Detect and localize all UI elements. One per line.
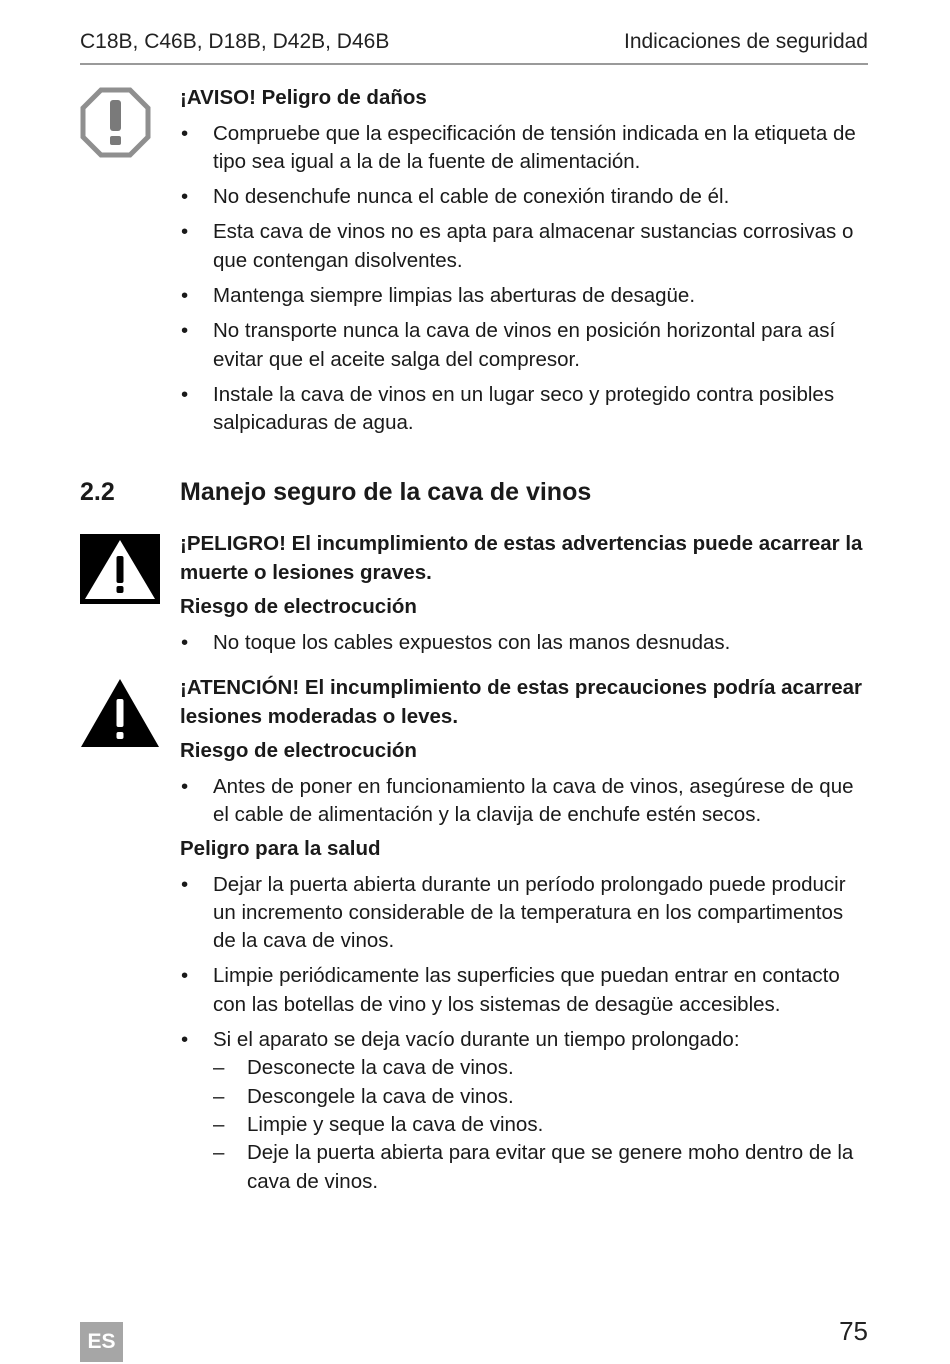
- list-item-text: Si el aparato se deja vacío durante un tiempo prolongado:: [213, 1028, 740, 1052]
- sub-list-item: – Desconecte la cava de vinos.: [213, 1054, 870, 1082]
- notice-list: [180, 120, 870, 438]
- caution-warning-icon: [80, 677, 160, 749]
- caution-electro-list: [180, 773, 870, 830]
- caution-health-subheading: Peligro para la salud: [180, 837, 381, 861]
- list-item: • Compruebe que la especificación de tensión indicada en la etiqueta de tipo sea igual a la de la fuente de alimentación.: [180, 120, 870, 177]
- sub-list: [213, 1054, 870, 1195]
- header-chapter: Indicaciones de seguridad: [623, 30, 868, 53]
- list-item: • No desenchufe nunca el cable de conexión tirando de él.: [180, 183, 870, 211]
- list-item: • No transporte nunca la cava de vinos en posición horizontal para así evitar que el aceite salga del compresor.: [180, 317, 870, 374]
- notice-block: [180, 84, 870, 437]
- list-item: • Limpie periódicamente las superficies que puedan entrar en contacto con las botellas de vino y los sistemas de desagüe accesibles.: [180, 962, 870, 1019]
- notice-title: ¡AVISO! Peligro de daños: [180, 86, 427, 109]
- list-item: • Mantenga siempre limpias las aberturas de desagüe.: [180, 282, 870, 310]
- list-item: • Antes de poner en funcionamiento la cava de vinos, asegúrese de que el cable de alimentación y la clavija de enchufe estén secos.: [180, 773, 870, 830]
- caution-title: ¡ATENCIÓN! El incumplimiento de estas precauciones podría acarrear lesiones moderadas o leves.: [180, 676, 863, 728]
- sub-list-item: – Descongele la cava de vinos.: [213, 1083, 870, 1111]
- danger-list: [180, 629, 870, 657]
- list-item: • Instale la cava de vinos en un lugar seco y protegido contra posibles salpicaduras de agua.: [180, 381, 870, 438]
- danger-warning-icon: [80, 534, 160, 604]
- list-item: • No toque los cables expuestos con las manos desnudas.: [180, 629, 870, 657]
- list-item: • Esta cava de vinos no es apta para almacenar sustancias corrosivas o que contengan disolventes.: [180, 218, 870, 275]
- section-title: Manejo seguro de la cava de vinos: [180, 478, 592, 506]
- notice-octagon-icon: [80, 87, 151, 158]
- caution-block: [180, 674, 870, 1196]
- page-header: [80, 30, 868, 65]
- language-badge: ES: [80, 1322, 123, 1362]
- caution-health-list: [180, 871, 870, 1196]
- list-item: • Dejar la puerta abierta durante un período prolongado puede producir un incremento considerable de la temperatura en los compartimentos de la cava de vinos.: [180, 871, 870, 956]
- sub-list-item: – Limpie y seque la cava de vinos.: [213, 1111, 870, 1139]
- section-number: 2.2: [80, 478, 115, 506]
- danger-block: [180, 530, 870, 657]
- danger-subheading: Riesgo de electrocución: [180, 595, 417, 618]
- sub-list-item: – Deje la puerta abierta para evitar que se genere moho dentro de la cava de vinos.: [213, 1139, 870, 1196]
- list-item: [180, 1026, 870, 1196]
- header-models: C18B, C46B, D18B, D42B, D46B: [80, 30, 390, 53]
- danger-title: ¡PELIGRO! El incumplimiento de estas advertencias puede acarrear la muerte o lesiones graves.: [180, 532, 863, 584]
- caution-electro-subheading: Riesgo de electrocución: [180, 739, 417, 762]
- page-number: 75: [839, 1316, 868, 1346]
